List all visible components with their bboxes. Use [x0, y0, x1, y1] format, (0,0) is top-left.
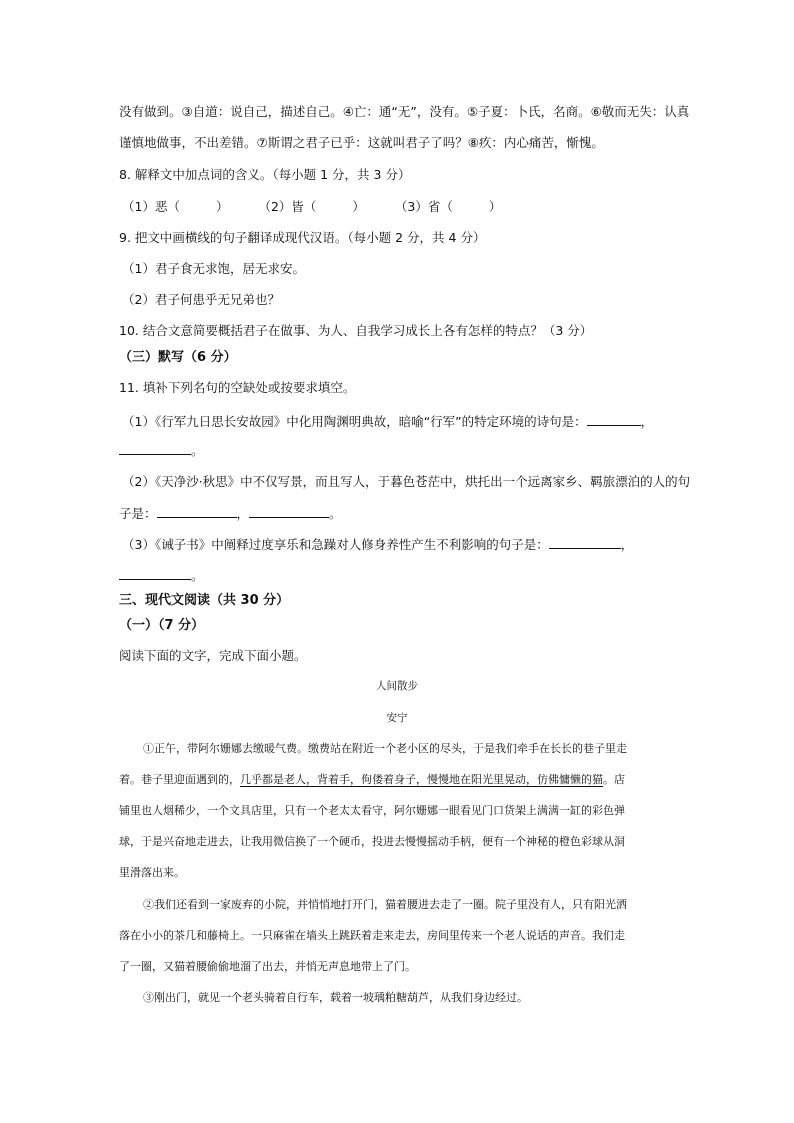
q11-part-3-comma: ，	[620, 537, 634, 552]
q11-part-2-prefix: 子是：	[119, 506, 157, 521]
annotation-line-2: 谨慎地做事，不出差错。⑦斯谓之君子已乎：这就叫君子了吗？⑧疚：内心痛苦，惭愧。	[119, 135, 604, 150]
essay-p2-line-3: 了一圈，又猫着腰偷偷地溜了出去，并悄无声息地带上了门。	[119, 960, 416, 973]
q11-part-2-end: 。	[329, 506, 342, 521]
essay-p2-line-2: 落在小小的茶几和藤椅上。一只麻雀在墙头上跳跃着走来走去，房间里传来一个老人说话的声音。我们走	[119, 929, 625, 942]
essay-p1-line-2	[119, 772, 674, 788]
question-8-items	[122, 199, 501, 215]
answer-blank[interactable]	[549, 536, 621, 549]
question-11: 11. 填补下列名句的空缺处或按要求填空。	[119, 380, 356, 395]
q8-item-1-label: （1）恶（	[122, 199, 180, 214]
reading-instruction: 阅读下面的文字，完成下面小题。	[119, 648, 307, 663]
q11-part-3	[122, 536, 633, 553]
q11-part-2: （2）《天净沙·秋思》中不仅写景，而且写人，于暮色苍茫中，烘托出一个远离家乡、羁旅漂泊的人的句	[122, 474, 691, 489]
q11-part-1-cont	[119, 442, 204, 459]
q11-part-2-comma: ，	[236, 506, 250, 521]
q11-part-1-end: 。	[191, 443, 204, 458]
answer-blank[interactable]	[587, 413, 641, 426]
essay-author: 安宁	[386, 712, 408, 724]
question-8: 8. 解释文中加点词的含义。（每小题 1 分，共 3 分）	[119, 167, 411, 182]
answer-blank[interactable]	[249, 505, 329, 518]
q11-part-2-cont	[119, 505, 342, 522]
q8-item-3-close: ）	[488, 199, 502, 214]
essay-p2-line-1: ②我们还看到一家废弃的小院，并悄悄地打开门，猫着腰进去走了一圈。院子里没有人，只有阳光洒	[143, 898, 627, 911]
q11-part-3-text: （3）《诫子书》中阐释过度享乐和急躁对人修身养性产生不利影响的句子是：	[122, 537, 549, 552]
underlined-sentence: 几乎都是老人，背着手，佝偻着身子，慢慢地在阳光里晃动，仿佛慵懒的猫	[240, 773, 603, 786]
q8-item-3-label: （3）省（	[394, 199, 453, 214]
question-9: 9. 把文中画横线的句子翻译成现代汉语。（每小题 2 分，共 4 分）	[119, 230, 486, 245]
q8-item-2-label: （2）皆（	[258, 199, 317, 214]
q8-item-2-close: ）	[352, 199, 365, 214]
question-9-item-2: （2）君子何患乎无兄弟也？	[122, 292, 280, 307]
subsection-1-heading: （一）（7 分）	[119, 618, 205, 633]
answer-blank[interactable]	[119, 567, 191, 580]
q8-item-1-close: ）	[215, 199, 229, 214]
essay-p3-line-1: ③刚出门，就见一个老头骑着自行车，载着一坡瑀粕糖葫芦，从我们身边经过。	[143, 991, 528, 1004]
answer-blank[interactable]	[119, 442, 191, 455]
essay-p1-line-4: 球，于是兴奋地走进去，让我用微信换了一个硬币，投进去慢慢摇动手柄，便有一个神秘的橙色彩球从洞	[119, 835, 625, 848]
q11-part-1-text: （1）《行军九日思长安故园》中化用陶渊明典故，暗喻“行军”的特定环境的诗句是：	[122, 414, 587, 429]
essay-p1-line-1: ①正午，带阿尔姗娜去缴暖气费。缴费站在附近一个老小区的尽头，于是我们牵手在长长的巷子里走	[143, 742, 627, 755]
section-3-heading: （三）默写（6 分）	[119, 350, 237, 365]
question-10: 10. 结合文意简要概括君子在做事、为人、自我学习成长上各有怎样的特点？（3 分）	[119, 323, 593, 338]
q11-part-3-end: 。	[191, 568, 204, 583]
essay-text: 着。巷子里迎面遇到的，	[119, 773, 240, 786]
part-3-heading: 三、现代文阅读（共 30 分）	[119, 593, 290, 608]
essay-p1-line-5: 里滑落出来。	[119, 866, 185, 879]
answer-blank[interactable]	[157, 505, 237, 518]
annotation-line-1: 没有做到。③自道：说自己，描述自己。④亡：通“无”，没有。⑤子夏：卜氏，名商。⑥敬而无失：认真	[119, 104, 690, 119]
essay-title: 人间散步	[376, 680, 418, 692]
q11-part-1-comma: ，	[640, 414, 654, 429]
question-9-item-1: （1）君子食无求饱，居无求安。	[122, 261, 305, 276]
q11-part-3-cont	[119, 567, 204, 584]
essay-text: 。店	[603, 773, 625, 786]
q11-part-1	[122, 413, 653, 430]
essay-p1-line-3: 铺里也人烟稀少，一个文具店里，只有一个老太太看守，阿尔姗娜一眼看见门口货架上满满一缸的彩色弹	[119, 804, 625, 817]
